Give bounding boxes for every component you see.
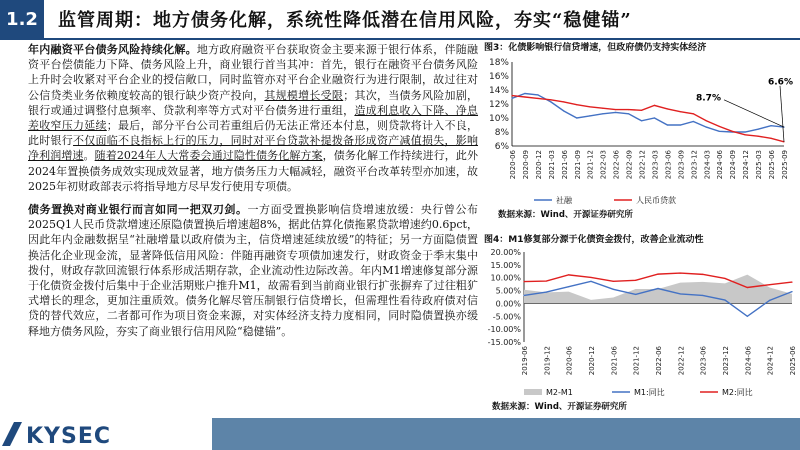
p1-underline-3: 不仅面临不良指标上行的压力，同时对平台贷款补提拨备形成资产减值损失，影响净利润增速 <box>28 134 479 163</box>
data-point <box>602 108 603 109</box>
data-point <box>693 113 694 114</box>
data-point <box>745 134 746 135</box>
data-point <box>613 289 614 290</box>
x-tick-label: 2022-06 <box>612 150 621 180</box>
paragraph-1 <box>28 42 478 194</box>
data-point <box>724 278 725 279</box>
y-tick-label: -10.00% <box>487 325 521 335</box>
x-tick-label: 2025-06 <box>768 150 777 180</box>
paragraph-2 <box>28 202 478 339</box>
data-point <box>576 117 577 118</box>
data-point <box>724 299 725 300</box>
x-tick-label: 2021-03 <box>547 150 556 180</box>
p1-text-a: 地方政府融资平台获取资金主要来源于银行体系，伴随融资平台偿债能力下降、债务风险上升，商业银行首当其冲：首先，银行在融资平台债务风险上升时会收紧对平台企业的授信敞口，同时监管亦对平台企业融资行为进行限制，故过往对公信贷类业务依赖度较高的银行缺少资产投向， <box>28 43 479 102</box>
x-tick-label: 2022-09 <box>625 150 634 180</box>
data-point <box>523 295 524 296</box>
data-point <box>589 115 590 116</box>
fig4-title: 图4：M1修复部分源于化债资金拨付，改善企业流动性 <box>484 235 704 245</box>
p1-text-b: ；其次，当债务风险加剧，银行或通过调整付息频率、贷款利率等方式对平台债务进行重组， <box>28 88 479 117</box>
data-point <box>791 291 792 292</box>
annotation-label: 6.6% <box>768 77 793 88</box>
data-point <box>770 125 771 126</box>
p1-text-d: 。 <box>83 149 95 163</box>
kysec-logo <box>0 418 160 450</box>
data-point <box>589 106 590 107</box>
y-tick-label: 6% <box>494 142 509 152</box>
y-tick-label: 8% <box>494 128 509 138</box>
x-tick-label: 2020-12 <box>534 150 543 180</box>
p1-text-e: ，债务化解工作持续进行，此外2024年置换债务成效实现成效显著，地方债务压力大幅减轻，融资平台改革转型亦加速，故2025年初财政部表示将指导地方尽早发行使用专项债。 <box>28 149 479 193</box>
data-point <box>615 109 616 110</box>
annotation-arrow <box>724 100 784 127</box>
y-tick-label: 18% <box>488 58 509 68</box>
fig3-source: 数据来源：Wind、开源证券研究所 <box>498 210 633 220</box>
annotation-label: 8.7% <box>696 93 721 104</box>
data-point <box>568 286 569 287</box>
data-point <box>537 94 538 95</box>
p1-underline-4: 随着2024年人大常委会通过隐性债务化解方案 <box>94 149 323 163</box>
data-point <box>563 110 564 111</box>
data-point <box>680 293 681 294</box>
data-point <box>576 104 577 105</box>
x-tick-label: 2023-03 <box>651 150 660 180</box>
svg-text:KYSEC: KYSEC <box>26 424 111 449</box>
data-point <box>641 120 642 121</box>
y-tick-label: 10% <box>488 114 509 124</box>
data-point <box>769 300 770 301</box>
data-point <box>537 98 538 99</box>
data-point <box>693 121 694 122</box>
data-point <box>550 101 551 102</box>
data-point <box>757 129 758 130</box>
footer-bar <box>212 418 800 450</box>
data-point <box>628 109 629 110</box>
p2-text: 一方面受置换影响信贷增速放缓：央行曾公布2025Q1人民币贷款增速还原隐债置换后增速超8%，据此估算化债拖累贷款增速约0.6pct，因此年内金融数据呈“社融增量以政府债为主，信贷增速延续放缓”的特征；另一方面隐债置换活化企业现金流，显著降低信用风险：伴随再融资专项债加速发行，财政资金于季末集中拨付，财政存款回流银行体系形成活期存款，企业流动性边际改善。年内M1增速修复部分源于化债资金拨付后集中于企业活期账户推升M1，故需看到当前商业银行扩张摒弃了过往粗犷式增长的理念，更加注重质效。债务化解尽管压制银行信贷增长，但需理性看待政府债对信贷的替代效应，二者都可作为项目资金来源，对实体经济支持力度相同，同时隐债置换亦缓释地方债务风险，夯实了商业银行信用风险“稳健锚”。 <box>28 203 478 338</box>
x-tick-label: 2025-09 <box>781 150 789 180</box>
x-tick-label: 2022-06 <box>655 346 663 376</box>
p2-lead: 债务置换对商业银行而言如同一把双刃剑。 <box>28 203 248 217</box>
data-point <box>706 127 707 128</box>
legend-label: M2:同比 <box>722 388 753 397</box>
x-tick-label: 2020-09 <box>521 150 530 180</box>
y-tick-label: 20.00% <box>490 248 521 257</box>
data-point <box>657 288 658 289</box>
series-line-社融 <box>512 94 784 133</box>
x-tick-label: 2021-12 <box>586 150 595 180</box>
data-point <box>657 274 658 275</box>
y-tick-label: 14% <box>488 86 509 96</box>
x-tick-label: 2023-12 <box>722 346 730 376</box>
legend-label: 社融 <box>556 196 572 205</box>
data-point <box>641 110 642 111</box>
data-point <box>791 281 792 282</box>
x-tick-label: 2023-09 <box>677 150 686 180</box>
y-tick-label: 16% <box>488 72 509 82</box>
data-point <box>523 281 524 282</box>
x-tick-label: 2021-09 <box>573 150 582 180</box>
data-point <box>628 113 629 114</box>
y-tick-label: -5.00% <box>492 312 521 322</box>
x-tick-label: 2021-06 <box>610 346 619 376</box>
data-point <box>757 136 758 137</box>
x-tick-label: 2020-12 <box>588 346 596 376</box>
header <box>0 0 800 40</box>
x-tick-label: 2020-06 <box>565 346 574 376</box>
data-point <box>680 111 681 112</box>
data-point <box>590 277 591 278</box>
x-tick-label: 2020-06 <box>509 150 517 180</box>
data-point <box>635 294 636 295</box>
data-point <box>719 126 720 127</box>
footer <box>0 418 800 450</box>
section-number: 1.2 <box>0 0 44 38</box>
data-point <box>745 131 746 132</box>
data-point <box>747 287 748 288</box>
data-point <box>769 284 770 285</box>
legend-label: 人民币贷款 <box>636 196 676 205</box>
data-point <box>524 96 525 97</box>
x-tick-label: 2024-12 <box>742 150 751 180</box>
x-tick-label: 2025-06 <box>789 346 797 376</box>
data-point <box>680 272 681 273</box>
x-tick-label: 2024-03 <box>703 150 712 180</box>
data-point <box>568 274 569 275</box>
x-tick-label: 2023-12 <box>690 150 699 180</box>
y-tick-label: 12% <box>488 100 509 110</box>
x-tick-label: 2022-03 <box>599 150 608 180</box>
fig3-chart <box>484 56 800 206</box>
y-tick-label: 15.00% <box>490 260 521 270</box>
data-point <box>511 98 512 99</box>
body-text <box>28 42 478 339</box>
fig4-chart <box>484 246 800 398</box>
data-point <box>719 131 720 132</box>
x-tick-label: 2024-09 <box>729 150 738 180</box>
y-tick-label: 5.00% <box>495 286 521 296</box>
data-point <box>732 131 733 132</box>
x-tick-label: 2022-12 <box>638 150 647 180</box>
x-tick-label: 2019-06 <box>521 346 529 376</box>
data-point <box>702 274 703 275</box>
data-point <box>667 108 668 109</box>
fig3-title: 图3：化债影响银行信贷增速，但政府债仍支持实体经济 <box>484 43 707 53</box>
data-point <box>680 124 681 125</box>
data-point <box>654 105 655 106</box>
data-point <box>550 99 551 100</box>
data-point <box>747 316 748 317</box>
data-point <box>706 120 707 121</box>
data-point <box>702 295 703 296</box>
y-tick-label: 10.00% <box>490 273 521 283</box>
data-point <box>590 281 591 282</box>
legend-swatch <box>524 389 542 395</box>
legend-label: M1:同比 <box>634 388 665 397</box>
p1-underline-2: 造成利息收入下降、净息差收窄压力延续 <box>28 103 479 133</box>
x-tick-label: 2022-12 <box>677 346 686 376</box>
page-title: 监管周期：地方债务化解，系统性降低潜在信用风险，夯实“稳健锚” <box>58 10 632 31</box>
p1-lead: 年内融资平台债务风险持续化解。 <box>28 43 197 56</box>
x-tick-label: 2024-06 <box>716 150 725 180</box>
x-tick-label: 2023-06 <box>664 150 673 180</box>
fig4-source: 数据来源：Wind、开源证券研究所 <box>492 402 627 412</box>
data-point <box>770 138 771 139</box>
x-tick-label: 2021-06 <box>560 150 569 180</box>
x-tick-label: 2024-06 <box>744 346 753 376</box>
p1-underline-1: 其规模增长受限 <box>264 88 344 102</box>
data-point <box>563 101 564 102</box>
y-tick-label: 0.00% <box>495 299 521 309</box>
data-point <box>615 112 616 113</box>
legend-label: M2-M1 <box>546 388 573 397</box>
data-point <box>546 292 547 293</box>
data-point <box>511 95 512 96</box>
data-point <box>546 280 547 281</box>
data-point <box>613 281 614 282</box>
data-point <box>524 93 525 94</box>
annotation-arrow <box>780 86 784 142</box>
x-tick-label: 2019-12 <box>543 346 552 376</box>
data-point <box>602 113 603 114</box>
data-point <box>667 124 668 125</box>
p1-text-c: ；最后，部分平台公司若重组后仍无法正常还本付息，则贷款将计入不良，此时银行 <box>28 119 478 148</box>
x-tick-label: 2025-03 <box>755 150 764 180</box>
data-point <box>654 117 655 118</box>
x-tick-label: 2021-12 <box>632 346 641 376</box>
data-point <box>635 280 636 281</box>
y-tick-label: -15.00% <box>487 338 521 347</box>
x-tick-label: 2024-12 <box>766 346 775 376</box>
x-tick-label: 2023-06 <box>699 346 708 376</box>
